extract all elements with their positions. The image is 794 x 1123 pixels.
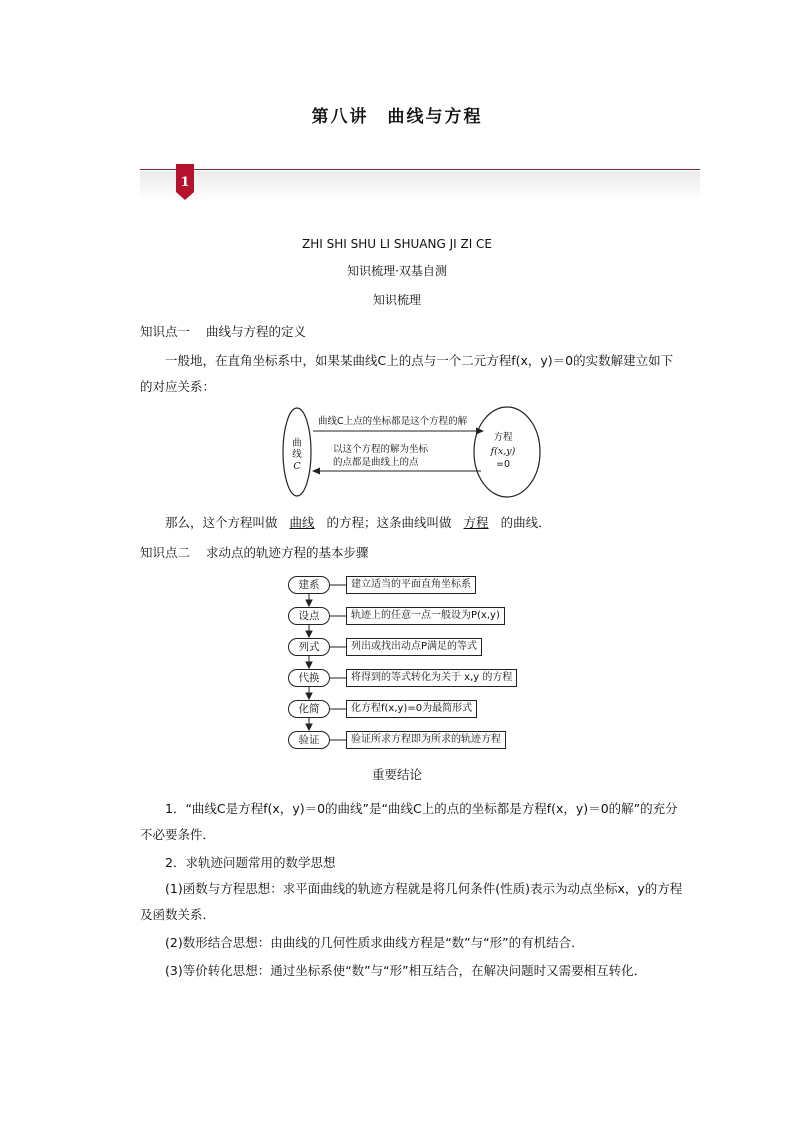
header-shade (140, 171, 700, 201)
sentence-part-3: 的曲线． (500, 515, 551, 530)
flow-desc-build-system: 建立适当的平面直角坐标系 (346, 576, 476, 594)
curve-label-2: 线 (292, 449, 302, 460)
conclusion-heading: 重要结论 (371, 767, 422, 782)
flow-desc-simplify: 化方程f(x,y)=0为最简形式 (346, 700, 477, 718)
kp1-heading (140, 322, 306, 340)
bottom-arrow-text-1: 以这个方程的解为坐标 (333, 444, 429, 455)
sentence-part-2: 的方程；这条曲线叫做 (326, 515, 452, 530)
kp2-title: 求动点的轨迹方程的基本步骤 (206, 545, 369, 560)
curve-label-1: 曲 (292, 438, 302, 449)
equation-label-1: 方程 (493, 432, 513, 443)
flow-step-verify: 验证 (288, 731, 330, 749)
bottom-arrow-text-2: 的点都是曲线上的点 (333, 457, 419, 468)
conclusion-2-1: (1)函数与方程思想：求平面曲线的轨迹方程就是将几何条件(性质)表示为动点坐标x，y的方程及函数关系． (140, 881, 683, 922)
blank-curve: 曲线 (289, 515, 315, 530)
kp1-label: 知识点一 (140, 324, 191, 339)
header-rule (140, 169, 700, 170)
flow-step-write-equation: 列式 (288, 638, 330, 656)
curve-equation-diagram (280, 404, 550, 504)
flow-step-simplify: 化简 (288, 700, 330, 718)
equation-label-2: f(x,y) (490, 446, 516, 457)
conclusion-2-2: (2)数形结合思想：由曲线的几何性质求曲线方程是“数”与“形”的有机结合． (165, 935, 584, 950)
section-badge-number: 1 (180, 175, 190, 190)
kp2-heading (140, 543, 369, 561)
section-pinyin: ZHI SHI SHU LI SHUANG JI ZI CE (301, 237, 493, 251)
conclusion-1: 1．“曲线C是方程f(x，y)＝0的曲线”是“曲线C上的点的坐标都是方程f(x，y)＝0的解”的充分不必要条件． (140, 801, 678, 842)
kp1-paragraph: 一般地，在直角坐标系中，如果某曲线C上的点与一个二元方程f(x，y)＝0的实数解建立如下的对应关系： (140, 353, 674, 394)
kp1-title: 曲线与方程的定义 (206, 324, 307, 339)
flow-desc-verify: 验证所求方程即为所求的轨迹方程 (346, 731, 506, 749)
flow-desc-set-point: 轨迹上的任意一点一般设为P(x,y) (346, 607, 505, 625)
section-badge (176, 164, 194, 200)
flow-step-build-system: 建系 (288, 576, 330, 594)
equation-label-3: =0 (495, 459, 511, 470)
sentence-part-1: 那么，这个方程叫做 (165, 515, 278, 530)
conclusion-2-3: (3)等价转化思想：通过坐标系使“数”与“形”相互结合，在解决问题时又需要相互转化． (165, 963, 647, 978)
bottom-arrow-head (312, 468, 320, 475)
kp2-label: 知识点二 (140, 545, 191, 560)
flow-step-substitute: 代换 (288, 669, 330, 687)
page-title: 第八讲 曲线与方程 (311, 107, 483, 127)
curve-label-3: C (293, 461, 301, 472)
blank-equation: 方程 (463, 515, 489, 530)
flow-step-set-point: 设点 (288, 607, 330, 625)
conclusion-2: 2．求轨迹问题常用的数学思想 (165, 855, 336, 870)
section-subtitle: 知识梳理·双基自测 (347, 264, 447, 278)
top-arrow-text: 曲线C上点的坐标都是这个方程的解 (318, 416, 468, 427)
flow-desc-write-equation: 列出或找出动点P满足的等式 (346, 638, 482, 656)
top-arrow-head (476, 428, 484, 435)
definition-sentence (140, 510, 685, 536)
section-heading: 知识梳理 (372, 293, 421, 307)
flow-desc-substitute: 将得到的等式转化为关于 x,y 的方程 (346, 669, 517, 687)
